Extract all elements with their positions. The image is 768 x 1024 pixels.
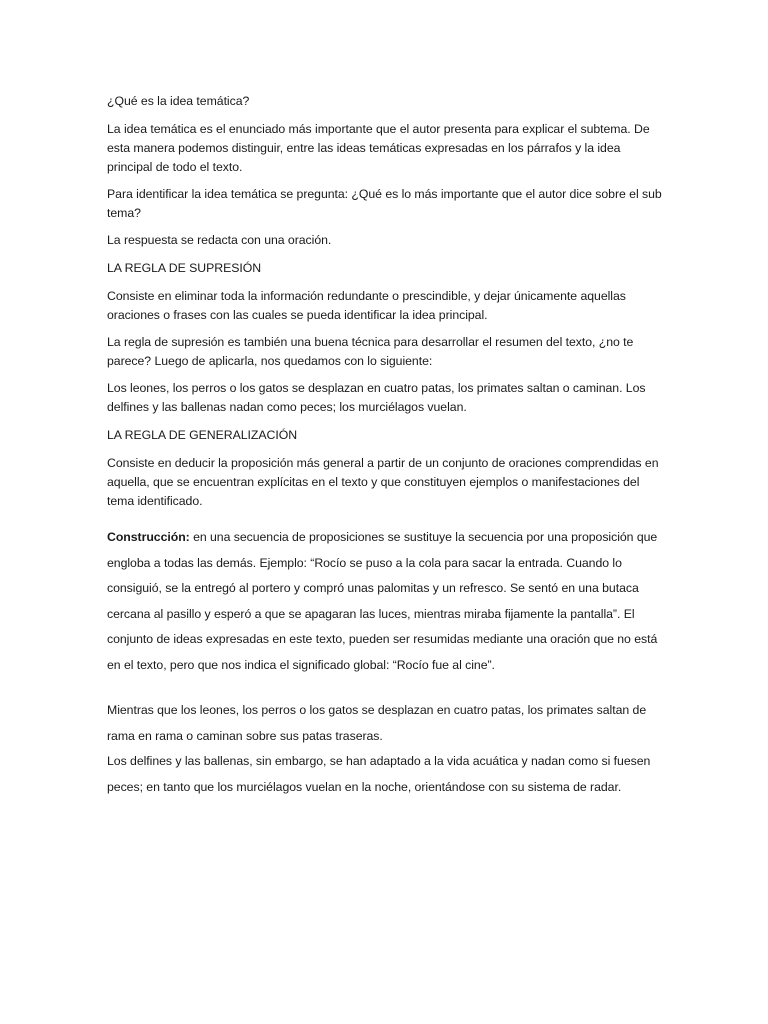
definition-paragraph: La idea temática es el enunciado más importante que el autor presenta para explicar el subtema. De esta manera podemos distinguir, entre las ideas temáticas expresadas en los párrafos y la idea principal de todo el texto. <box>107 122 650 174</box>
answer-paragraph: La respuesta se redacta con una oración. <box>107 233 332 247</box>
long-example-2: Los delfines y las ballenas, sin embargo, se han adaptado a la vida acuática y nadan como si fuesen peces; en tanto que los murciélagos vuelan en la noche, orientándose con su sistema de radar. <box>107 754 651 794</box>
identify-paragraph: Para identificar la idea temática se pregunta: ¿Qué es lo más importante que el autor dice sobre el sub tema? <box>107 187 662 220</box>
suppression-definition: Consiste en eliminar toda la información redundante o prescindible, y dejar únicamente aquellas oraciones o frases con las cuales se pueda identificar la idea principal. <box>107 289 626 322</box>
construction-text: en una secuencia de proposiciones se sustituye la secuencia por una proposición que engloba a todas las demás. Ejemplo: “Rocío se puso a la cola para sacar la entrada. Cuando lo consiguió, se la entregó al portero y compró unas palomitas y un refresco. Se sentó en una butaca cercana al pasillo y esperó a que se apagaran las luces, mientras miraba fijamente la pantalla”. El conjunto de ideas expresadas en este texto, pueden ser resumidas mediante una oración que no está en el texto, pero que nos indica el significado global: “Rocío fue al cine”. <box>107 530 658 672</box>
document-page <box>107 92 667 800</box>
suppression-heading: LA REGLA DE SUPRESIÓN <box>107 261 262 275</box>
generalization-heading: LA REGLA DE GENERALIZACIÓN <box>107 428 298 442</box>
suppression-technique: La regla de supresión es también una buena técnica para desarrollar el resumen del texto, ¿no te parece? Luego de aplicarla, nos quedamos con lo siguiente: <box>107 335 634 368</box>
construction-label: Construcción: <box>107 530 190 544</box>
suppression-example: Los leones, los perros o los gatos se desplazan en cuatro patas, los primates saltan o caminan. Los delfines y las ballenas nadan como peces; los murciélagos vuelan. <box>107 381 646 414</box>
long-example-1: Mientras que los leones, los perros o los gatos se desplazan en cuatro patas, los primates saltan de rama en rama o caminan sobre sus patas traseras. <box>107 703 647 743</box>
construction-paragraph <box>107 525 667 678</box>
question-heading: ¿Qué es la idea temática? <box>107 94 250 108</box>
generalization-definition: Consiste en deducir la proposición más general a partir de un conjunto de oraciones comprendidas en aquella, que se encuentran explícitas en el texto y que constituyen ejemplos o manifestaciones del tema identificado. <box>107 456 659 508</box>
